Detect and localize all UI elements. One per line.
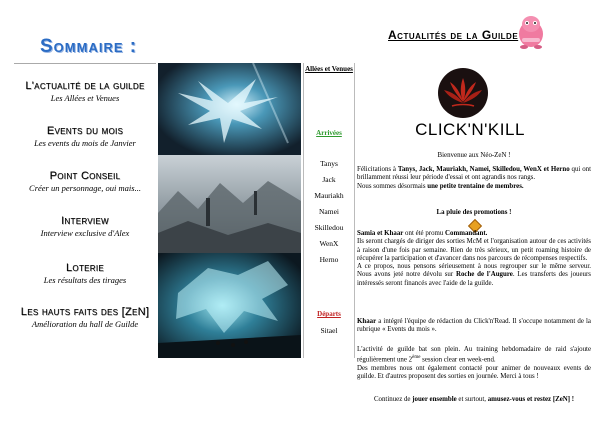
toc-heading: Loterie <box>66 262 104 274</box>
allees-venues-column <box>303 63 355 358</box>
arrival-name: Namei <box>319 207 339 216</box>
toc-subheading: Les events du mois de Janvier <box>34 138 136 148</box>
paragraph-khaar: Khaar a intégré l'équipe de rédaction du Click'n'Read. Il s'occupe notamment de la rubrique « Events du mois ». <box>357 318 591 334</box>
paragraph-activity: L'activité de guilde bat son plein. Au training hebdomadaire de raid s'ajoute régulièrement une 2ème session clear en week-end. Des membres nous ont également contacté pour animer de nouveaux events de guilde. Et d'autres proposent des sorties en journée. Merci à tous ! <box>357 346 591 381</box>
artwork-illustration <box>158 63 301 358</box>
closing-line: Continuez de jouer ensemble et surtout, amusez-vous et restez [ZeN] ! <box>373 396 575 403</box>
actualites-title: Actualités de la Guilde <box>388 28 519 42</box>
lotus-icon <box>438 68 488 118</box>
welcome-text: Bienvenue aux Néo-ZeN ! <box>437 152 511 159</box>
toc-subheading: Créer un personnage, oui mais... <box>29 183 141 193</box>
toc-subheading: Les Allées et Venues <box>50 93 120 103</box>
artwork-panel <box>158 63 301 358</box>
toc-item-loterie[interactable] <box>14 262 156 285</box>
toc-subheading: Interview exclusive d'Alex <box>40 228 130 238</box>
paragraph-promotions: Samia et Khaar ont été promu Commandant. Ils seront chargés de diriger des sorties McM et l'organisation autour de ces activités à raison d'une fois par semaine. Rien de très sérieux, un petit roaming histoire de récupérer la participation et d'avancer dans nos parcours de récompenses respectifs. A ce propos, nous pensons sérieusement à nous regrouper sur le même serveur. Nous avons jeté notre dévolu sur Roche de l'Augure. Les transferts des joueurs intéressés seront financés avec l'aide de la guilde. <box>357 230 591 287</box>
toc-heading: Events du mois <box>46 125 124 137</box>
arrival-name: WenX <box>319 239 339 248</box>
arrival-name: Herno <box>319 255 339 264</box>
departure-name: Sitael <box>320 326 338 335</box>
toc-item-events[interactable] <box>14 125 156 148</box>
arrivals-label: Arrivées <box>316 129 342 137</box>
departures-label: Départs <box>317 310 341 318</box>
toc-subheading: Amélioration du hall de Guilde <box>31 319 139 329</box>
guild-brand: CLICK'N'KILL <box>415 120 525 139</box>
mascot-icon <box>514 12 548 50</box>
toc-heading: Point Conseil <box>49 170 121 182</box>
toc-heading: Interview <box>61 215 109 227</box>
toc-item-interview[interactable] <box>14 215 156 238</box>
toc-item-actualite[interactable] <box>14 80 156 103</box>
arrival-name: Mauriakh <box>314 191 344 200</box>
promo-title: La pluie des promotions ! <box>436 209 512 216</box>
paragraph-congrats: Félicitations à Tanys, Jack, Mauriakh, Namei, Skilledou, WenX et Herno qui ont brillamment réussi leur période d'essai et ont agrandis nos rangs. Nous sommes désormais une petite trentaine de membres. <box>357 166 592 190</box>
arrival-name: Skilledou <box>314 223 344 232</box>
arrival-name: Jack <box>322 175 336 184</box>
arrival-name: Tanys <box>320 159 338 168</box>
toc-heading: Les hauts faits des [ZeN] <box>20 306 150 318</box>
toc-item-conseil[interactable] <box>14 170 156 193</box>
guild-logo <box>438 68 488 118</box>
toc-item-hauts-faits[interactable] <box>14 306 156 329</box>
toc-subheading: Les résultats des tirages <box>43 275 127 285</box>
divider <box>14 63 156 64</box>
sommaire-title: Sommaire : <box>40 36 138 57</box>
allees-venues-title: Allées et Venues <box>305 65 353 73</box>
toc-heading: L'actualité de la guilde <box>25 80 145 92</box>
